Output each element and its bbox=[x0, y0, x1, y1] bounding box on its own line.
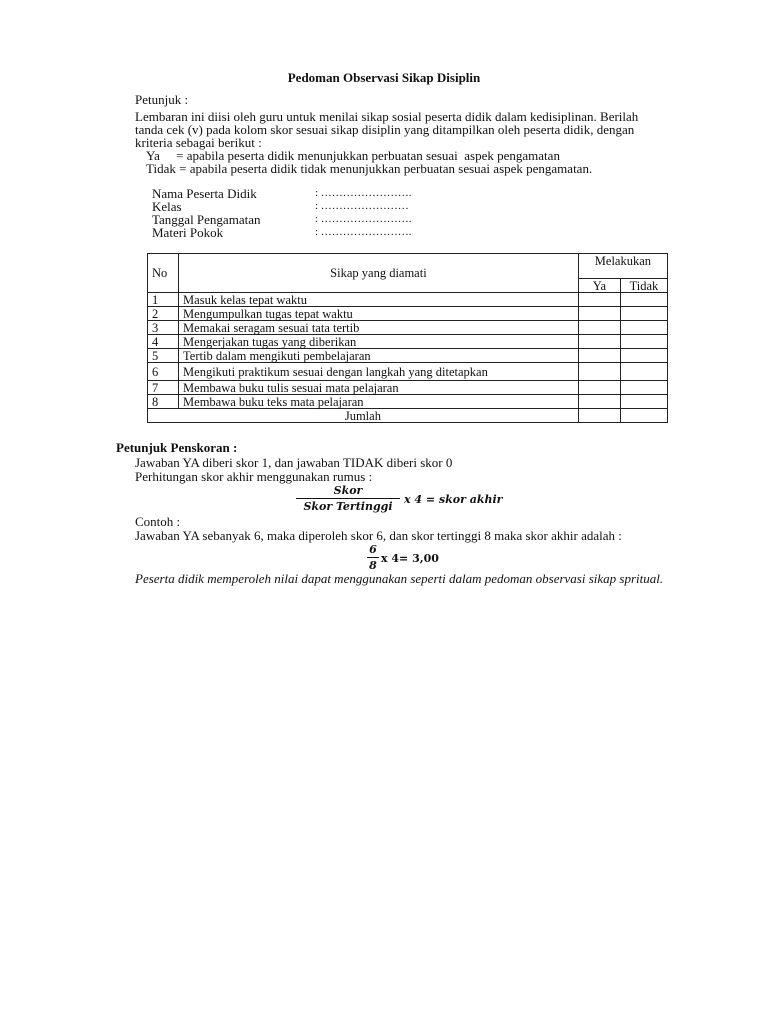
cell-tidak[interactable] bbox=[620, 381, 667, 395]
header-melakukan: Melakukan bbox=[578, 254, 667, 279]
table-row bbox=[148, 363, 668, 381]
note-text: Peserta didik memperoleh nilai dapat menggunakan seperti dalam pedoman observasi sikap spritual. bbox=[135, 571, 664, 586]
row-sikap: Memakai seragam sesuai tata tertib bbox=[179, 321, 579, 335]
table-row bbox=[148, 307, 668, 321]
scoring-heading: Petunjuk Penskoran : bbox=[116, 440, 238, 455]
row-number: 8 bbox=[148, 395, 179, 409]
contoh-label: Contoh : bbox=[135, 514, 181, 529]
cell-ya[interactable] bbox=[578, 321, 620, 335]
table-row bbox=[148, 349, 668, 363]
formula-denominator: Skor Tertinggi bbox=[303, 500, 393, 513]
document-title: Pedoman Observasi Sikap Disiplin bbox=[287, 70, 481, 85]
row-sikap: Tertib dalam mengikuti pembelajaran bbox=[179, 349, 579, 363]
row-number: 7 bbox=[148, 381, 179, 395]
row-sikap: Mengumpulkan tugas tepat waktu bbox=[179, 307, 579, 321]
formula-fraction bbox=[296, 484, 400, 513]
example-text: Jawaban YA sebanyak 6, maka diperoleh skor 6, dan skor tertinggi 8 maka skor akhir adalah : bbox=[135, 528, 622, 543]
example-rest: x 4= 3,00 bbox=[381, 552, 439, 565]
cell-tidak[interactable] bbox=[620, 321, 667, 335]
table-row bbox=[148, 381, 668, 395]
row-number: 5 bbox=[148, 349, 179, 363]
cell-ya[interactable] bbox=[578, 307, 620, 321]
example-fraction bbox=[367, 543, 379, 572]
identity-value: : ……………………. bbox=[315, 226, 412, 238]
table-row bbox=[148, 395, 668, 409]
row-number: 3 bbox=[148, 321, 179, 335]
scoring-line-2: Perhitungan skor akhir menggunakan rumus : bbox=[135, 469, 373, 484]
row-sikap: Mengerjakan tugas yang diberikan bbox=[179, 335, 579, 349]
identity-label: Materi Pokok bbox=[152, 225, 224, 240]
example-denominator: 8 bbox=[369, 559, 377, 572]
row-number: 2 bbox=[148, 307, 179, 321]
scoring-line-1: Jawaban YA diberi skor 1, dan jawaban TIDAK diberi skor 0 bbox=[135, 455, 453, 470]
cell-tidak[interactable] bbox=[620, 307, 667, 321]
row-number: 6 bbox=[148, 363, 179, 381]
row-sikap: Membawa buku teks mata pelajaran bbox=[179, 395, 579, 409]
cell-tidak[interactable] bbox=[620, 363, 667, 381]
observation-table bbox=[147, 253, 668, 423]
total-label: Jumlah bbox=[148, 409, 579, 423]
total-ya-cell[interactable] bbox=[578, 409, 620, 423]
formula-rest: x 4 = skor akhir bbox=[404, 493, 503, 506]
instruction-line-1: Lembaran ini diisi oleh guru untuk menilai sikap sosial peserta didik dalam kedisiplinan. Berilah bbox=[135, 109, 639, 124]
header-ya: Ya bbox=[578, 279, 620, 293]
cell-ya[interactable] bbox=[578, 363, 620, 381]
table-row bbox=[148, 293, 668, 307]
fraction-bar bbox=[367, 557, 379, 558]
identity-value: : ……………………. bbox=[315, 187, 412, 199]
cell-tidak[interactable] bbox=[620, 293, 667, 307]
petunjuk-label: Petunjuk : bbox=[135, 92, 189, 107]
row-sikap: Masuk kelas tepat waktu bbox=[179, 293, 579, 307]
identity-label: Kelas bbox=[152, 199, 182, 214]
criteria-tidak: Tidak = apabila peserta didik tidak menunjukkan perbuatan sesuai aspek pengamatan. bbox=[146, 161, 593, 176]
total-tidak-cell[interactable] bbox=[620, 409, 667, 423]
identity-value: : ……………………. bbox=[315, 213, 412, 225]
header-no: No bbox=[148, 254, 179, 293]
cell-tidak[interactable] bbox=[620, 395, 667, 409]
header-sikap: Sikap yang diamati bbox=[179, 254, 579, 293]
fraction-bar bbox=[296, 498, 400, 499]
row-sikap: Membawa buku tulis sesuai mata pelajaran bbox=[179, 381, 579, 395]
table-header-row bbox=[148, 254, 668, 279]
cell-ya[interactable] bbox=[578, 349, 620, 363]
identity-label: Nama Peserta Didik bbox=[152, 186, 257, 201]
cell-ya[interactable] bbox=[578, 395, 620, 409]
cell-tidak[interactable] bbox=[620, 335, 667, 349]
header-tidak: Tidak bbox=[620, 279, 667, 293]
cell-tidak[interactable] bbox=[620, 349, 667, 363]
criteria-ya: Ya = apabila peserta didik menunjukkan perbuatan sesuai aspek pengamatan bbox=[146, 148, 560, 163]
identity-label: Tanggal Pengamatan bbox=[152, 212, 261, 227]
row-number: 1 bbox=[148, 293, 179, 307]
cell-ya[interactable] bbox=[578, 293, 620, 307]
cell-ya[interactable] bbox=[578, 335, 620, 349]
table-row bbox=[148, 335, 668, 349]
table-row bbox=[148, 321, 668, 335]
example-numerator: 6 bbox=[369, 543, 377, 556]
row-sikap: Mengikuti praktikum sesuai dengan langkah yang ditetapkan bbox=[179, 363, 579, 381]
row-number: 4 bbox=[148, 335, 179, 349]
formula-numerator: Skor bbox=[333, 484, 363, 497]
cell-ya[interactable] bbox=[578, 381, 620, 395]
identity-value: : …………………… bbox=[315, 200, 409, 212]
instruction-line-2: tanda cek (v) pada kolom skor sesuai sikap disiplin yang ditampilkan oleh peserta didik, dengan bbox=[135, 122, 635, 137]
table-total-row bbox=[148, 409, 668, 423]
instruction-line-3: kriteria sebagai berikut : bbox=[135, 135, 262, 150]
